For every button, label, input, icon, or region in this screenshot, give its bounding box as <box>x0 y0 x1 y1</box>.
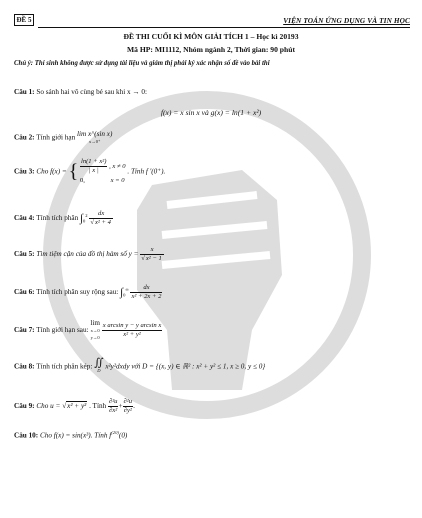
limit-operator: lim x→0 y→0 <box>90 319 100 340</box>
question-1-formula: f(x) = x sin x và g(x) = ln(1 + x²) <box>160 108 262 117</box>
question-text: Tính tích phân <box>36 214 79 223</box>
question-1 <box>14 88 147 96</box>
question-text: Tính tích phân kép: <box>36 362 93 371</box>
exam-badge: ĐỀ 5 <box>14 14 34 26</box>
question-label: Câu 3: <box>14 167 35 176</box>
integrand-fraction: $\frac{dx}{\text{√x² + 4}}$ <box>90 210 111 226</box>
question-label: Câu 4: <box>14 214 35 223</box>
question-text: Cho f(x) = <box>36 167 67 176</box>
limit-fraction: $\frac{\text{x arcsin y − y arcsin x}}{\text{x² + y²}}$ <box>102 322 162 338</box>
header-divider <box>38 27 410 28</box>
integrand-fraction: $\frac{dx}{\text{x² + 2x + 2}}$ <box>131 284 162 300</box>
question-9: Câu 9: Cho u = √x² + y² . Tính $\frac{\text{∂²u}}{\text{∂x²}}$ + $\frac{\text{∂²u}}{\text{∂y²}}$ . <box>14 398 135 414</box>
question-6: Câu 6: Tính tích phân suy rộng sau: $\int_0^\infty$ $\frac{dx}{\text{x² + 2x + 2}}$ <box>14 284 162 300</box>
exam-note: Chú ý: Thí sinh không được sử dụng tài liệu và giám thị phải ký xác nhận số đề vào bài thi <box>14 60 270 67</box>
limit-expression: lim x^(sin x) x→0⁺ <box>76 130 113 144</box>
question-text: So sánh hai vô cùng bé sau khi x → 0: <box>36 88 147 96</box>
question-label: Câu 10: <box>14 431 39 440</box>
question-text: Cho u = <box>36 402 61 411</box>
question-text: Tính giới hạn sau: <box>36 326 89 335</box>
question-4: Câu 4: Tính tích phân $\int_0^2$ $\frac{dx}{\text{√x² + 4}}$ <box>14 210 111 226</box>
question-8: Câu 8: Tính tích phân kép: ∬ D x²y²dxdy với D = {(x, y) ∈ ℝ² : x² + y² ≤ 1, x ≥ 0, y ≤ 0} <box>14 357 266 374</box>
exam-info: Mã HP: MI1112, Nhóm ngành 2, Thời gian: 90 phút <box>127 45 295 54</box>
brace-symbol: { <box>68 160 79 183</box>
question-3: Câu 3: Cho f(x) = { $\frac{\text{ln(1 + x²)}}{| x |}$ , x ≠ 0 0, x = 0 . Tính f ′(0⁺). <box>14 158 166 184</box>
question-10: Câu 10: Cho f(x) = sin(x³). Tính $f^{(20)}(0)$ <box>14 430 128 440</box>
question-label: Câu 2: <box>14 133 35 142</box>
question-label: Câu 1: <box>14 88 35 96</box>
question-text: Cho f(x) = sin(x³). Tính f <box>39 431 112 440</box>
integral-symbol: ∫ <box>79 212 83 225</box>
question-label: Câu 9: <box>14 402 35 411</box>
question-text: Tìm tiệm cận của đồ thị hàm số y = <box>36 250 139 259</box>
partial-derivative-y: $\frac{\text{∂²u}}{\text{∂y²}}$ <box>123 398 133 414</box>
question-label: Câu 5: <box>14 250 35 259</box>
integral-symbol: ∫ <box>120 286 124 299</box>
function-fraction: $\frac{x}{\text{√x² − 1}}$ <box>141 246 162 262</box>
question-text: Tính giới hạn <box>36 133 76 142</box>
partial-derivative-x: $\frac{\text{∂²u}}{\text{∂x²}}$ <box>108 398 118 414</box>
piecewise-cases: $\frac{\text{ln(1 + x²)}}{| x |}$ , x ≠ 0 0, x = 0 <box>79 158 126 184</box>
question-7 <box>14 320 162 341</box>
question-text: Tính tích phân suy rộng sau: <box>36 288 119 297</box>
institute-name: VIỆN TOÁN ỨNG DỤNG VÀ TIN HỌC <box>283 16 410 25</box>
question-5 <box>14 246 164 263</box>
question-label: Câu 6: <box>14 288 35 297</box>
question-label: Câu 7: <box>14 326 35 335</box>
double-integral: ∬ D <box>94 357 104 374</box>
exam-title: ĐỀ THI CUỐI KÌ MÔN GIẢI TÍCH 1 – Học kì 20193 <box>123 32 299 41</box>
question-2 <box>14 131 112 145</box>
question-label: Câu 8: <box>14 362 35 371</box>
